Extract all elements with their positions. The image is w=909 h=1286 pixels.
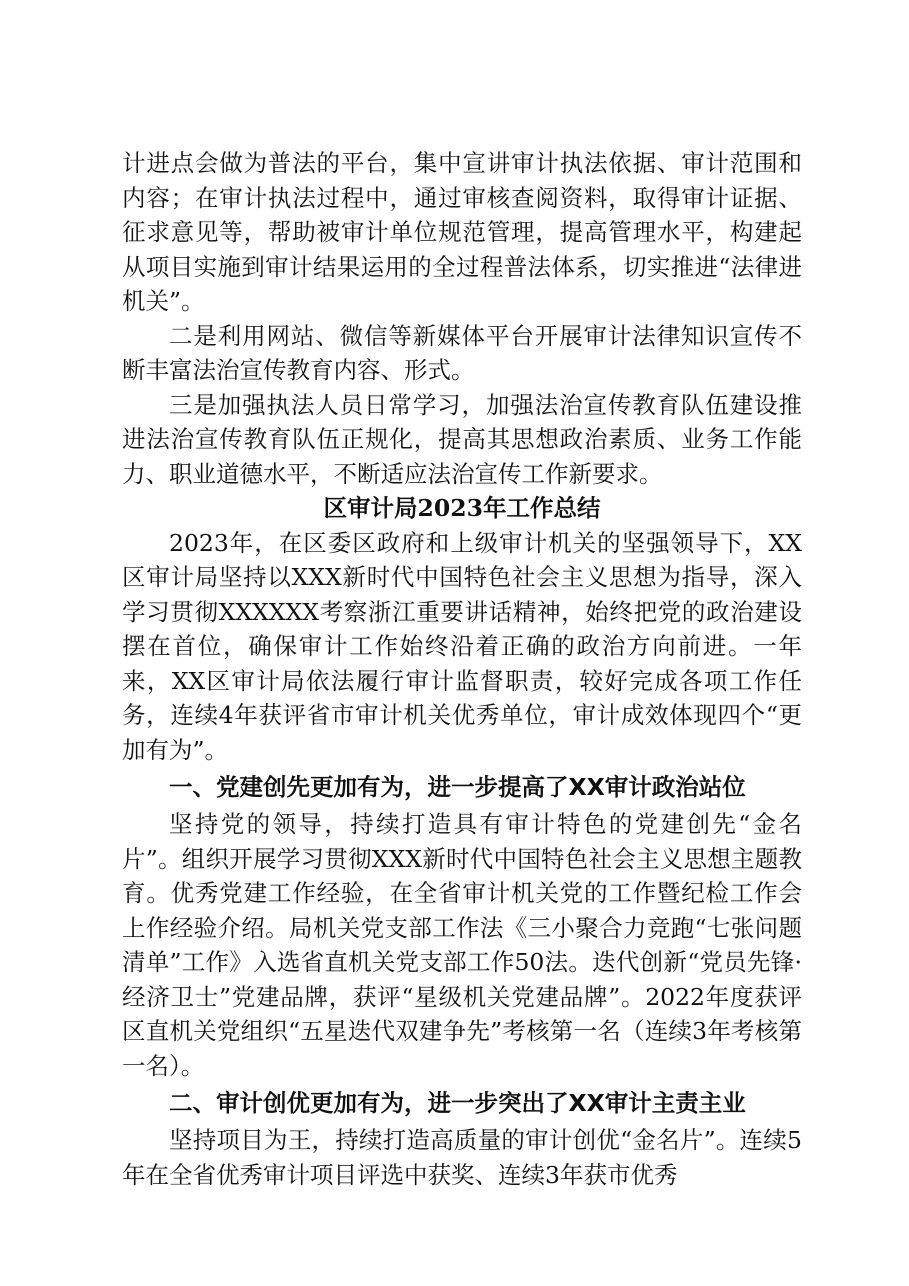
paragraph-audit-excellence: 坚持项目为王，持续打造高质量的审计创优“金名片”。连续5年在全省优秀审计项目评选中获奖、连续3年获市优秀 <box>122 1126 802 1189</box>
section-heading-audit-excellence: 二、审计创优更加有为，进一步突出了XX审计主责主业 <box>169 1089 746 1117</box>
paragraph-summary-intro: 2023年，在区委区政府和上级审计机关的坚强领导下，XX区审计局坚持以XXX新时代中国特色社会主义思想为指导，深入学习贯彻XXXXXX考察浙江重要讲话精神，始终把党的政治建设摆在首位，确保审计工作始终沿着正确的政治方向前进。一年来，XX区审计局依法履行审计监督职责，较好完成各项工作任务，连续4年获评省市审计机关优秀单位，审计成效体现四个“更加有为”。 <box>122 528 802 764</box>
paragraph-staff-training: 三是加强执法人员日常学习，加强法治宣传教育队伍建设推进法治宣传教育队伍正规化，提高其思想政治素质、业务工作能力、职业道德水平，不断适应法治宣传工作新要求。 <box>122 390 802 488</box>
document-page <box>122 146 802 1192</box>
paragraph-new-media: 二是利用网站、微信等新媒体平台开展审计法律知识宣传不断丰富法治宣传教育内容、形式。 <box>122 321 802 384</box>
paragraph-law-outreach-continued: 计进点会做为普法的平台，集中宣讲审计执法依据、审计范围和内容；在审计执法过程中，通过审核查阅资料，取得审计证据、征求意见等，帮助被审计单位规范管理，提高管理水平，构建起从项目实施到审计结果运用的全过程普法体系，切实推进“法律进机关”。 <box>122 149 802 315</box>
paragraph-party-building: 坚持党的领导，持续打造具有审计特色的党建创先“金名片”。组织开展学习贯彻XXX新时代中国特色社会主义思想主题教育。优秀党建工作经验，在全省审计机关党的工作暨纪检工作会上作经验介绍。局机关党支部工作法《三小聚合力竞跑“七张问题清单”工作》入选省直机关党支部工作50法。迭代创新“党员先锋·经济卫士”党建品牌，获评“星级机关党建品牌”。2022年度获评区直机关党组织“五星迭代双建争先”考核第一名（连续3年考核第一名）。 <box>122 810 802 1080</box>
section-heading-party-building: 一、党建创先更加有为，进一步提高了XX审计政治站位 <box>169 773 746 801</box>
document-title: 区审计局2023年工作总结 <box>323 494 601 522</box>
